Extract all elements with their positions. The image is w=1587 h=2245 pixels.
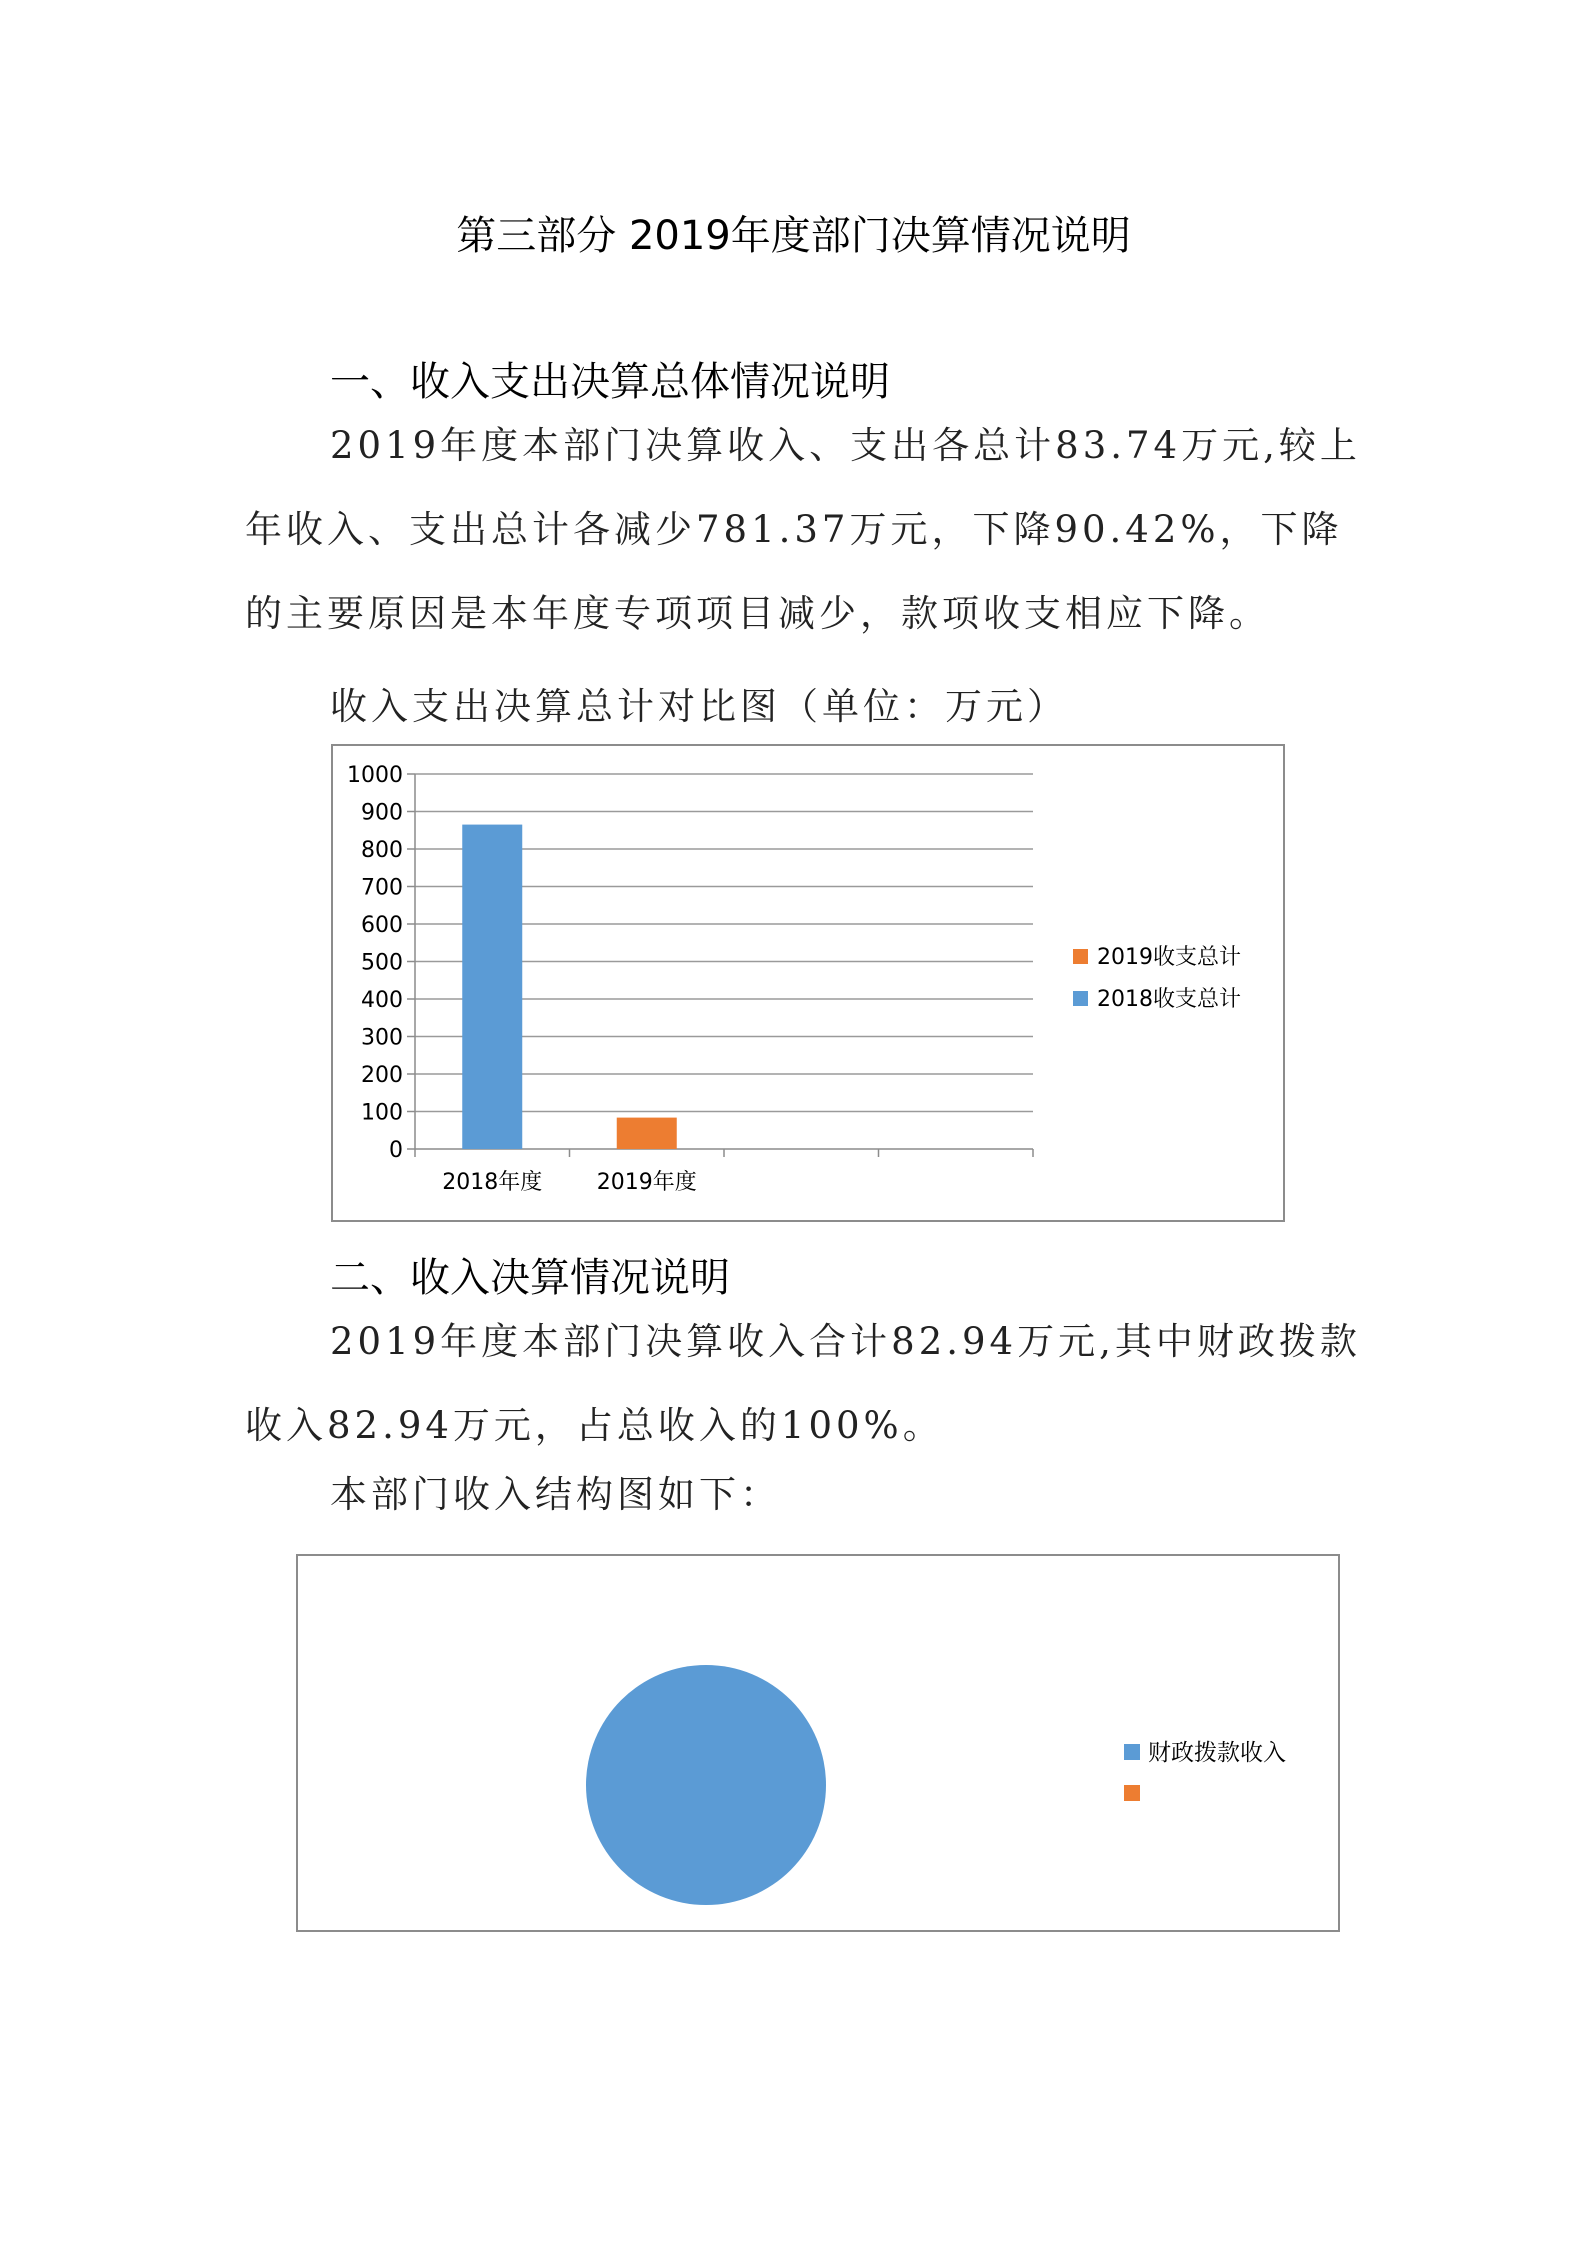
legend-label: 2018收支总计 [1097, 987, 1241, 1012]
section2-paragraph: 2019年度本部门决算收入合计82.94万元,其中财政拨款收入82.94万元，占总收入的100%。 [245, 1320, 1361, 1447]
chart1-caption: 收入支出决算总计对比图（单位：万元） [330, 685, 1068, 728]
pie-chart [298, 1556, 1338, 1930]
y-tick-label: 400 [361, 988, 403, 1013]
legend-swatch [1073, 949, 1088, 964]
x-tick-label: 2018年度 [442, 1170, 543, 1195]
bar [462, 825, 522, 1149]
bar [617, 1118, 677, 1149]
document-title: 第三部分 2019年度部门决算情况说明 [456, 213, 1131, 259]
pie-chart-frame [296, 1554, 1340, 1932]
bar-chart-frame [331, 744, 1285, 1222]
section2-heading: 二、收入决算情况说明 [330, 1255, 730, 1301]
y-tick-label: 200 [361, 1063, 403, 1088]
y-tick-label: 600 [361, 913, 403, 938]
y-tick-label: 0 [389, 1138, 403, 1163]
legend-swatch [1124, 1744, 1140, 1760]
y-tick-label: 700 [361, 875, 403, 901]
y-tick-label: 100 [361, 1100, 403, 1126]
y-tick-label: 900 [361, 800, 403, 826]
pie-slice [586, 1665, 826, 1905]
section1-heading: 一、收入支出决算总体情况说明 [330, 359, 890, 405]
y-tick-label: 800 [361, 838, 403, 863]
section1-paragraph: 2019年度本部门决算收入、支出各总计83.74万元,较上年收入、支出总计各减少781.37万元，下降90.42%，下降的主要原因是本年度专项项目减少，款项收支相应下降。 [245, 424, 1361, 635]
chart2-caption: 本部门收入结构图如下： [330, 1473, 781, 1516]
y-tick-label: 500 [361, 950, 403, 976]
x-tick-label: 2019年度 [596, 1170, 697, 1195]
legend-label: 2019收支总计 [1097, 945, 1241, 970]
bar-chart [333, 746, 1283, 1220]
legend-label: 财政拨款收入 [1148, 1740, 1286, 1766]
y-tick-label: 300 [361, 1025, 403, 1051]
legend-swatch [1073, 991, 1088, 1006]
legend-swatch [1124, 1785, 1140, 1801]
y-tick-label: 1000 [347, 763, 403, 788]
